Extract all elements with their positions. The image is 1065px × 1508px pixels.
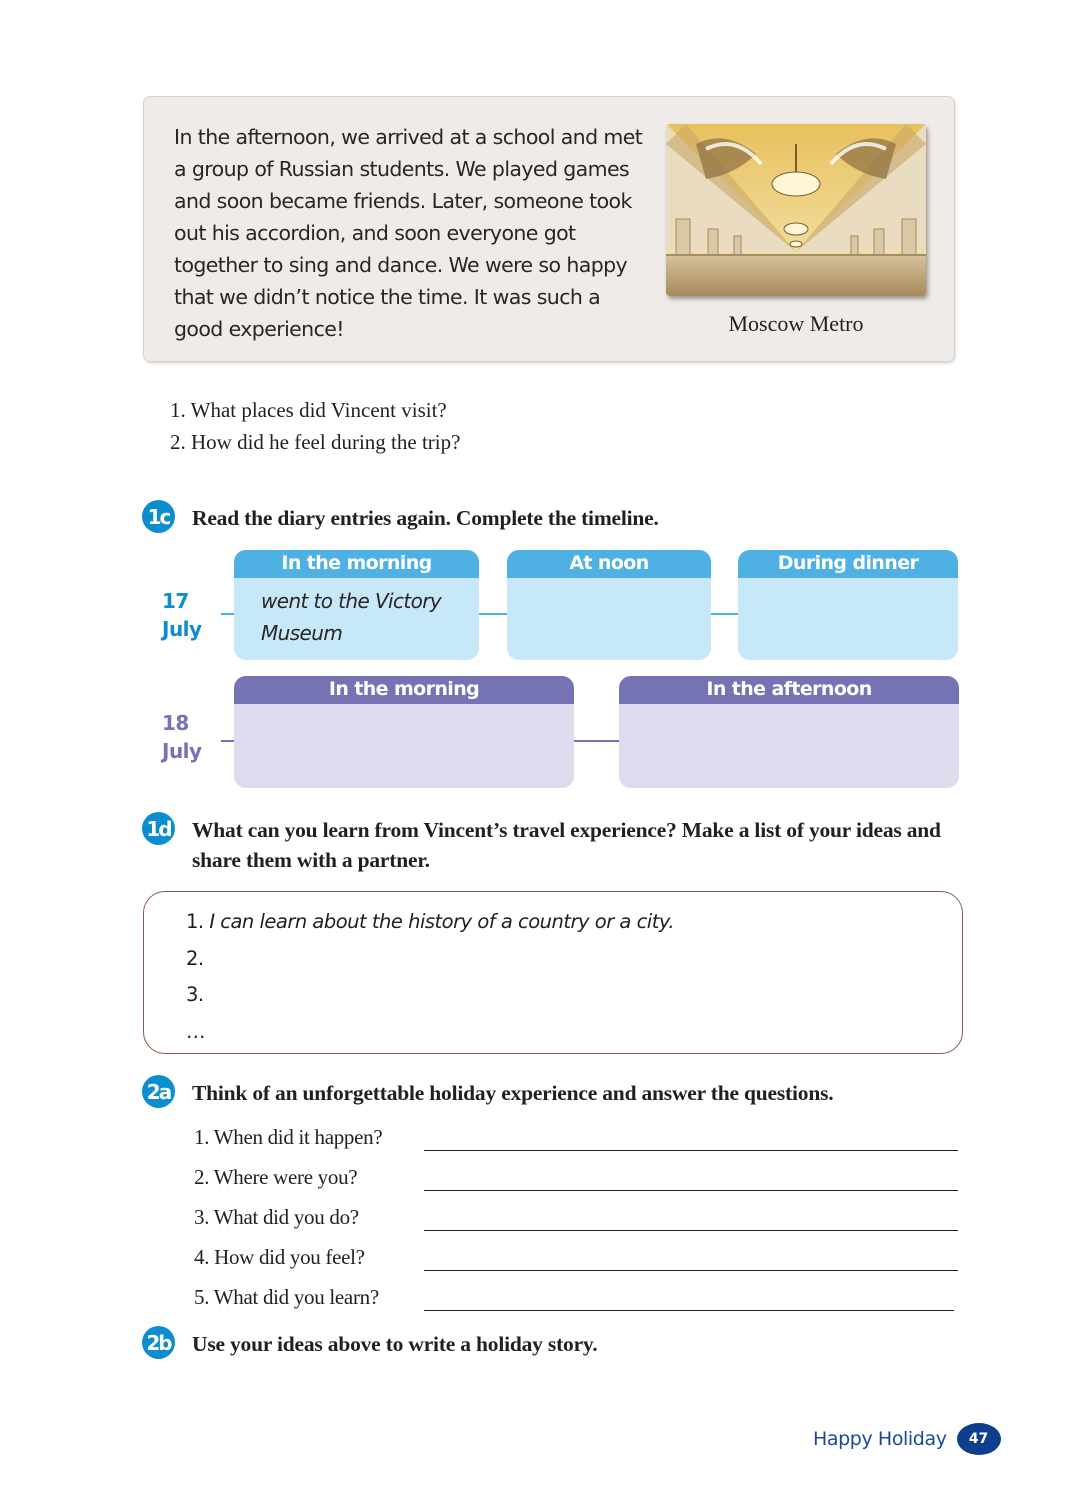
day-number: 18 (162, 711, 189, 735)
timeline-day-18-label (162, 709, 202, 765)
day-number: 17 (162, 589, 189, 613)
slot-answer[interactable] (234, 704, 574, 711)
slot-answer[interactable] (507, 578, 711, 585)
day-month: July (162, 617, 202, 641)
slot-answer[interactable]: went to the Victory Museum (261, 589, 442, 645)
slot-answer[interactable] (619, 704, 959, 711)
idea-item[interactable]: 2. (186, 946, 204, 970)
task-1d-heading (142, 815, 962, 875)
metro-station-photo-icon (666, 124, 926, 296)
task-instruction: Think of an unforgettable holiday experience and answer the questions. (192, 1081, 834, 1105)
day-month: July (162, 739, 202, 763)
ideas-list-box[interactable] (143, 891, 963, 1054)
qa-row (194, 1120, 958, 1154)
qa-row (194, 1160, 958, 1194)
comprehension-questions (170, 394, 460, 458)
qa-row (194, 1200, 958, 1234)
answer-line-input[interactable] (424, 1270, 958, 1271)
question-item: 2. How did he feel during the trip? (170, 430, 461, 454)
task-instruction: Use your ideas above to write a holiday story. (192, 1332, 598, 1356)
timeline-connector (574, 740, 619, 742)
qa-question: 1. When did it happen? (194, 1125, 383, 1149)
timeline-connector (221, 613, 235, 615)
qa-question: 5. What did you learn? (194, 1285, 379, 1309)
question-item: 1. What places did Vincent visit? (170, 398, 447, 422)
slot-heading: In the morning (234, 550, 479, 578)
task-badge: 2a (142, 1075, 175, 1108)
unit-title: Happy Holiday (813, 1428, 947, 1450)
task-2a-heading (142, 1078, 833, 1108)
timeline-day-17-label (162, 587, 202, 643)
timeline-slot-18-morning[interactable] (234, 676, 574, 788)
task-badge: 1d (142, 812, 175, 845)
timeline-slot-17-dinner[interactable] (738, 550, 958, 660)
task-1c-heading (142, 503, 659, 533)
task-badge: 2b (142, 1326, 175, 1359)
answer-line-input[interactable] (424, 1190, 958, 1191)
slot-answer[interactable] (738, 578, 958, 585)
qa-question: 4. How did you feel? (194, 1245, 365, 1269)
page-footer (813, 1423, 1001, 1455)
idea-item[interactable]: 3. (186, 983, 204, 1006)
timeline-slot-17-morning[interactable] (234, 550, 479, 660)
answer-line-input[interactable] (424, 1310, 954, 1311)
slot-heading: In the morning (234, 676, 574, 704)
slot-heading: At noon (507, 550, 711, 578)
photo-caption: Moscow Metro (728, 311, 864, 336)
timeline-connector (711, 613, 738, 615)
task-2b-heading (142, 1329, 597, 1359)
answer-line-input[interactable] (424, 1150, 958, 1151)
qa-question: 2. Where were you? (194, 1165, 358, 1189)
timeline-slot-18-afternoon[interactable] (619, 676, 959, 788)
slot-heading: In the afternoon (619, 676, 959, 704)
timeline-connector (479, 613, 507, 615)
qa-row (194, 1280, 954, 1314)
task-badge: 1c (142, 500, 175, 533)
task-instruction: What can you learn from Vincent’s travel experience? Make a list of your ideas and share them with a partner. (192, 818, 941, 872)
idea-item[interactable]: … (186, 1019, 205, 1043)
idea-item[interactable]: 1. I can learn about the history of a country or a city. (186, 910, 675, 933)
reading-passage-card (144, 97, 954, 361)
timeline-slot-17-noon[interactable] (507, 550, 711, 660)
slot-heading: During dinner (738, 550, 958, 578)
reading-paragraph: In the afternoon, we arrived at a school and met a group of Russian students. We played games and soon became friends. Later, someone took out his accordion, and soon everyone got together to sing and dance. We were so happy that we didn’t notice the time. It was such a good experience! (174, 125, 643, 341)
task-instruction: Read the diary entries again. Complete the timeline. (192, 506, 659, 530)
qa-row (194, 1240, 958, 1274)
qa-question: 3. What did you do? (194, 1205, 359, 1229)
timeline-connector (221, 740, 235, 742)
page-number-badge: 47 (957, 1423, 1001, 1455)
answer-line-input[interactable] (424, 1230, 958, 1231)
